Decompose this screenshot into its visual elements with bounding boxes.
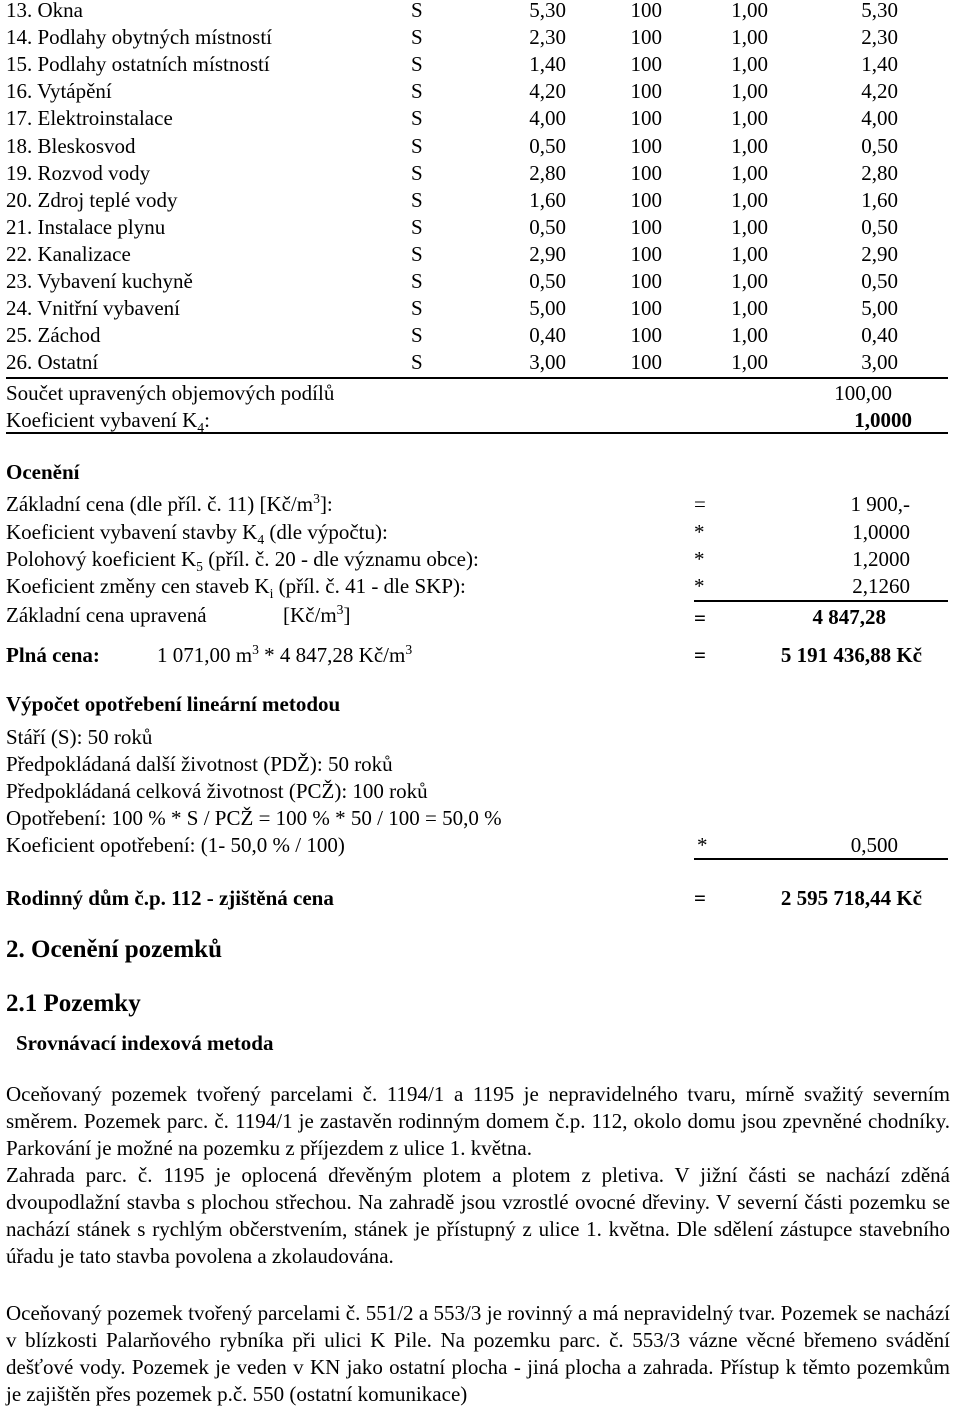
row-name: 23. Vybavení kuchyně (6, 269, 193, 293)
table-row (6, 325, 946, 352)
k4-coefficient-value: 1,0000 (854, 408, 912, 432)
row-share: 4,20 (529, 79, 566, 104)
row-adjusted: 1,40 (861, 52, 898, 77)
row-type: S (411, 133, 423, 158)
row-percent: 100 (630, 214, 662, 239)
land-paragraph-1: Oceňovaný pozemek tvořený parcelami č. 1194/1 a 1195 je nepravidelného tvaru, mírně svažitý severním směrem. Pozemek parc. č. 1194/1 je zastavěn rodinným domem č.p. 112, okolo domu jsou zpevněné chodníky. Parkování je možné na pozemku z příjezdem z ulice 1. května. (6, 1082, 950, 1160)
row-adjusted: 4,20 (861, 79, 898, 104)
house-result-label: Rodinný dům č.p. 112 - zjištěná cena (6, 886, 334, 910)
table-divider (6, 377, 948, 379)
wear-coef-op: * (697, 833, 708, 857)
section-heading-land: 2. Ocenění pozemků (6, 936, 222, 963)
adjusted-price-value: 4 847,28 (812, 605, 886, 629)
table-row (6, 0, 946, 27)
k5-label: Polohový koeficient $K_5$ (příl. č. 20 - dle významu obce): (6, 547, 479, 575)
row-coef: 1,00 (731, 0, 768, 22)
row-name: 20. Zdroj teplé vody (6, 187, 178, 212)
row-name: 14. Podlahy obytných místností (6, 25, 273, 50)
row-share: 4,00 (529, 106, 566, 131)
wear-remaining: Předpokládaná další životnost (PDŽ): 50 roků (6, 752, 393, 776)
row-type: S (411, 241, 423, 266)
wear-divider (694, 858, 948, 860)
row-coef: 1,00 (731, 269, 768, 293)
row-percent: 100 (630, 106, 662, 131)
adjusted-price-unit: $[Kč/m^3]$ (283, 602, 351, 627)
row-share: 2,30 (529, 25, 566, 50)
row-name: 18. Bleskosvod (6, 133, 136, 158)
row-adjusted: 5,00 (861, 296, 898, 321)
row-name: 19. Rozvod vody (6, 160, 151, 185)
row-share: 0,50 (529, 214, 566, 239)
table-row (6, 187, 946, 217)
row-type: S (411, 269, 423, 293)
table-row (6, 27, 946, 54)
house-result-value: 2 595 718,44 Kč (780, 886, 922, 910)
full-price-value: 5 191 436,88 Kč (780, 643, 922, 667)
row-adjusted: 1,60 (861, 187, 898, 212)
row-percent: 100 (630, 133, 662, 158)
k4-value: 1,0000 (852, 520, 910, 544)
row-coef: 1,00 (731, 187, 768, 212)
row-share: 0,50 (529, 133, 566, 158)
row-percent: 100 (630, 79, 662, 104)
row-percent: 100 (630, 323, 662, 348)
row-type: S (411, 296, 423, 321)
row-type: S (411, 0, 423, 22)
full-price-label: Plná cena: (6, 643, 100, 667)
row-coef: 1,00 (731, 79, 768, 104)
row-name: 16. Vytápění (6, 79, 112, 104)
table-row (6, 81, 946, 108)
table-row (6, 160, 946, 190)
row-percent: 100 (630, 0, 662, 22)
table-row (6, 352, 946, 379)
row-percent: 100 (630, 25, 662, 50)
land-paragraph-2: Zahrada parc. č. 1195 je oplocená dřevěným plotem a plotem z pletiva. V jižní části se nachází zděná dvoupodlažní stavba s plochou střechou. Na zahradě jsou vzrostlé ovocné dřeviny. V severní části pozemku se nachází stánek s rychlým občerstvením, stánek je přístupný z ulice 1. května. Dle sdělení zástupce stavebního úřadu je tato stavba povolena a zkolaudována. (6, 1163, 950, 1268)
row-type: S (411, 187, 423, 212)
row-percent: 100 (630, 350, 662, 375)
row-type: S (411, 106, 423, 131)
ki-value: 2,1260 (852, 574, 910, 598)
row-share: 1,60 (529, 187, 566, 212)
base-price-op: = (694, 492, 706, 516)
wear-total: Předpokládaná celková životnost (PCŽ): 100 roků (6, 779, 428, 803)
row-percent: 100 (630, 269, 662, 293)
k4-op: * (694, 520, 705, 544)
row-coef: 1,00 (731, 25, 768, 50)
row-percent: 100 (630, 187, 662, 212)
row-coef: 1,00 (731, 296, 768, 321)
k4-coefficient-label: Koeficient vybavení $K_4$: (6, 408, 210, 436)
k4-label: Koeficient vybavení stavby $K_4$ (dle výpočtu): (6, 520, 388, 548)
row-share: 1,40 (529, 52, 566, 77)
row-share: 2,80 (529, 160, 566, 185)
row-adjusted: 5,30 (861, 0, 898, 22)
row-adjusted: 2,80 (861, 160, 898, 185)
full-price-op: = (694, 643, 706, 667)
row-type: S (411, 350, 423, 375)
wear-coef-label: Koeficient opotřebení: (1- 50,0 % / 100) (6, 833, 345, 857)
section-heading-plots: 2.1 Pozemky (6, 990, 141, 1017)
row-share: 0,50 (529, 269, 566, 293)
adjusted-price-label: Základní cena upravená (6, 603, 207, 627)
row-adjusted: 0,50 (861, 269, 898, 293)
base-price-value: 1 900,- (850, 492, 910, 516)
row-coef: 1,00 (731, 323, 768, 348)
row-coef: 1,00 (731, 214, 768, 239)
row-coef: 1,00 (731, 350, 768, 375)
oceneni-heading: Ocenění (6, 460, 80, 484)
wear-coef-value: 0,500 (850, 833, 898, 857)
row-name: 26. Ostatní (6, 350, 99, 375)
row-adjusted: 3,00 (861, 350, 898, 375)
row-adjusted: 4,00 (861, 106, 898, 131)
k4-divider (6, 432, 948, 434)
row-share: 2,90 (529, 241, 566, 266)
row-share: 5,30 (529, 0, 566, 22)
wear-heading: Výpočet opotřebení lineární metodou (6, 692, 341, 716)
row-share: 0,40 (529, 323, 566, 348)
row-type: S (411, 52, 423, 77)
row-coef: 1,00 (731, 106, 768, 131)
ki-label: Koeficient změny cen staveb $K_i$ (příl. č. 41 - dle SKP): (6, 574, 466, 602)
row-coef: 1,00 (731, 160, 768, 185)
row-name: 21. Instalace plynu (6, 214, 166, 239)
row-name: 24. Vnitřní vybavení (6, 296, 181, 321)
table-row (6, 133, 946, 163)
house-result-op: = (694, 886, 706, 910)
row-adjusted: 0,50 (861, 214, 898, 239)
row-share: 3,00 (529, 350, 566, 375)
row-name: 15. Podlahy ostatních místností (6, 52, 270, 77)
table-row (6, 54, 946, 81)
ki-divider (694, 600, 948, 602)
row-coef: 1,00 (731, 241, 768, 266)
row-type: S (411, 79, 423, 104)
k5-value: 1,2000 (852, 547, 910, 571)
row-percent: 100 (630, 296, 662, 321)
row-name: 17. Elektroinstalace (6, 106, 173, 131)
row-adjusted: 2,30 (861, 25, 898, 50)
row-adjusted: 2,90 (861, 241, 898, 266)
table-row (6, 298, 946, 325)
row-name: 25. Záchod (6, 323, 101, 348)
row-type: S (411, 25, 423, 50)
table-row (6, 271, 946, 298)
table-row (6, 214, 946, 244)
method-heading: Srovnávací indexová metoda (16, 1031, 274, 1055)
row-percent: 100 (630, 160, 662, 185)
row-name: 22. Kanalizace (6, 241, 131, 266)
table-row (6, 241, 946, 271)
sum-label: Součet upravených objemových podílů (6, 381, 335, 405)
adjusted-price-op: = (694, 606, 706, 630)
wear-formula: Opotřebení: 100 % * S / PCŽ = 100 % * 50 / 100 = 50,0 % (6, 806, 502, 830)
wear-age: Stáří (S): 50 roků (6, 725, 153, 749)
row-type: S (411, 214, 423, 239)
ki-op: * (694, 574, 705, 598)
full-price-formula: 1 071,00 $m^3 * 4$ 847,28 $Kč/m^3$ (157, 642, 413, 667)
land-paragraph-3: Oceňovaný pozemek tvořený parcelami č. 551/2 a 553/3 je rovinný a má nepravidelný tvar. Pozemek se nachází v blízkosti Palarňového rybníka při ulici K Pile. Na pozemku parc. č. 553/3 vázne věcné břemeno svádění dešťové vody. Pozemek je veden v KN jako ostatní plocha - jiná plocha a zahrada. Přístup k těmto pozemkům je zajištěn přes pozemek p.č. 550 (ostatní komunikace) (6, 1301, 950, 1406)
sum-value: 100,00 (834, 381, 892, 405)
row-coef: 1,00 (731, 52, 768, 77)
row-adjusted: 0,50 (861, 133, 898, 158)
row-type: S (411, 160, 423, 185)
row-percent: 100 (630, 52, 662, 77)
base-price-label: Základní cena (dle příl. č. 11) $[Kč/m^3]$: (6, 491, 333, 516)
row-name: 13. Okna (6, 0, 83, 22)
k5-op: * (694, 547, 705, 571)
table-row (6, 108, 946, 135)
row-type: S (411, 323, 423, 348)
row-share: 5,00 (529, 296, 566, 321)
row-percent: 100 (630, 241, 662, 266)
row-coef: 1,00 (731, 133, 768, 158)
row-adjusted: 0,40 (861, 323, 898, 348)
